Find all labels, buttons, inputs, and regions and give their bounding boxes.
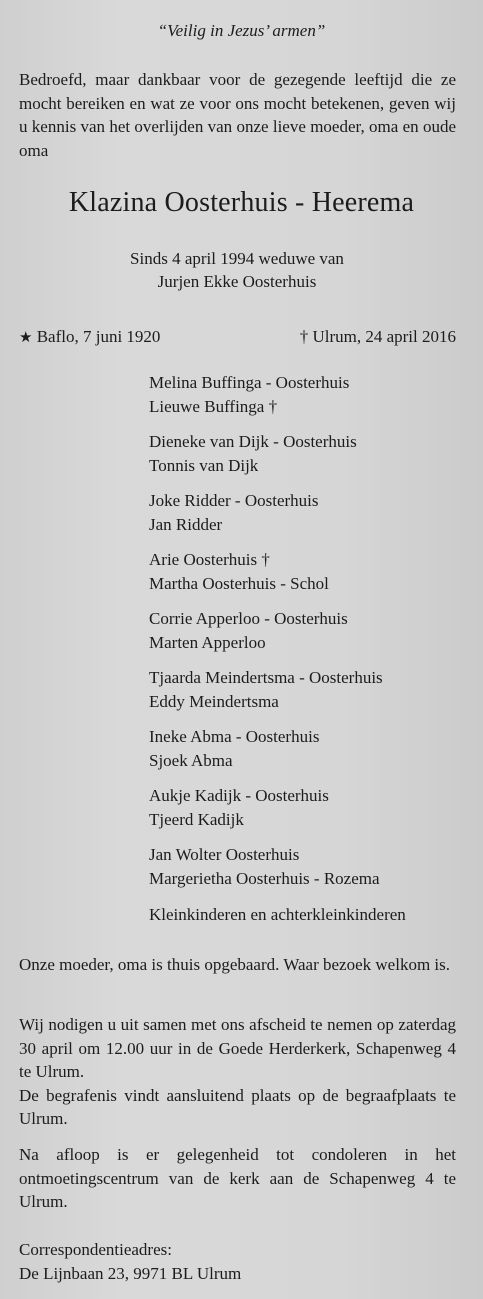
family-member: Corrie Apperloo - Oosterhuis <box>149 609 348 628</box>
family-member: Melina Buffinga - Oosterhuis <box>149 373 350 392</box>
family-group <box>149 607 469 654</box>
death-info <box>300 327 456 347</box>
correspondence <box>19 1238 241 1285</box>
family-member: Tjeerd Kadijk <box>149 809 244 829</box>
intro-paragraph: Bedroefd, maar dankbaar voor de gezegende leeftijd die ze mocht bereiken en wat ze voor ons mocht betekenen, geven wij u kennis van het overlijden van onze lieve moeder, oma en oude oma <box>19 70 456 160</box>
family-group <box>149 371 469 418</box>
family-member: Tjaarda Meindertsma - Oosterhuis <box>149 668 383 687</box>
family-member: Aukje Kadijk - Oosterhuis <box>149 786 329 805</box>
family-member: Jan Wolter Oosterhuis <box>149 845 300 864</box>
family-group <box>149 784 469 831</box>
widow-statement <box>0 247 474 293</box>
grandchildren-line: Kleinkinderen en achterkleinkinderen <box>149 905 406 924</box>
motto: “Veilig in Jezus’ armen” <box>157 21 326 40</box>
family-member: Marten Apperloo <box>149 632 266 652</box>
correspondence-label: Correspondentieadres: <box>19 1240 172 1259</box>
service-paragraph <box>19 1013 456 1131</box>
family-list <box>149 371 469 902</box>
family-member: Margerietha Oosterhuis - Rozema <box>149 868 380 888</box>
family-member: Sjoek Abma <box>149 750 233 770</box>
family-member: Dieneke van Dijk - Oosterhuis <box>149 432 357 451</box>
family-group <box>149 666 469 713</box>
farewell-text: Wij nodigen u uit samen met ons afscheid te nemen op zaterdag 30 april om 12.00 uur in de Goede Herderkerk, Schapenweg 4 te Ulrum. <box>19 1015 456 1081</box>
family-member: Martha Oosterhuis - Schol <box>149 573 329 593</box>
family-member: Joke Ridder - Oosterhuis <box>149 491 319 510</box>
family-member: Ineke Abma - Oosterhuis <box>149 727 320 746</box>
family-group <box>149 430 469 477</box>
widow-line-1: Sinds 4 april 1994 weduwe van <box>130 249 344 268</box>
family-member: Jan Ridder <box>149 514 223 534</box>
widow-line-2: Jurjen Ekke Oosterhuis <box>157 272 317 291</box>
family-member: Arie Oosterhuis † <box>149 550 270 569</box>
family-group <box>149 843 469 890</box>
star-icon: ★ <box>19 330 33 346</box>
viewing-paragraph: Onze moeder, oma is thuis opgebaard. Waar bezoek welkom is. <box>19 955 451 974</box>
deceased-name: Klazina Oosterhuis - Heerema <box>68 187 415 218</box>
family-group <box>149 725 469 772</box>
family-member: Eddy Meindertsma <box>149 691 279 711</box>
condolence-paragraph: Na afloop is er gelegenheid tot condoleren in het ontmoetingscentrum van de kerk aan de Schapenweg 4 te Ulrum. <box>19 1145 456 1211</box>
family-member: Lieuwe Buffinga † <box>149 396 278 416</box>
cross-icon: † <box>299 327 309 346</box>
family-member: Tonnis van Dijk <box>149 455 259 475</box>
death-text: Ulrum, 24 april 2016 <box>312 327 456 346</box>
family-group <box>149 489 469 536</box>
birth-info <box>19 327 160 347</box>
correspondence-address: De Lijnbaan 23, 9971 BL Ulrum <box>19 1263 242 1283</box>
burial-text: De begrafenis vindt aansluitend plaats op de begraafplaats te Ulrum. <box>19 1085 456 1128</box>
family-group <box>149 548 469 595</box>
birth-text: Baflo, 7 juni 1920 <box>36 327 161 346</box>
